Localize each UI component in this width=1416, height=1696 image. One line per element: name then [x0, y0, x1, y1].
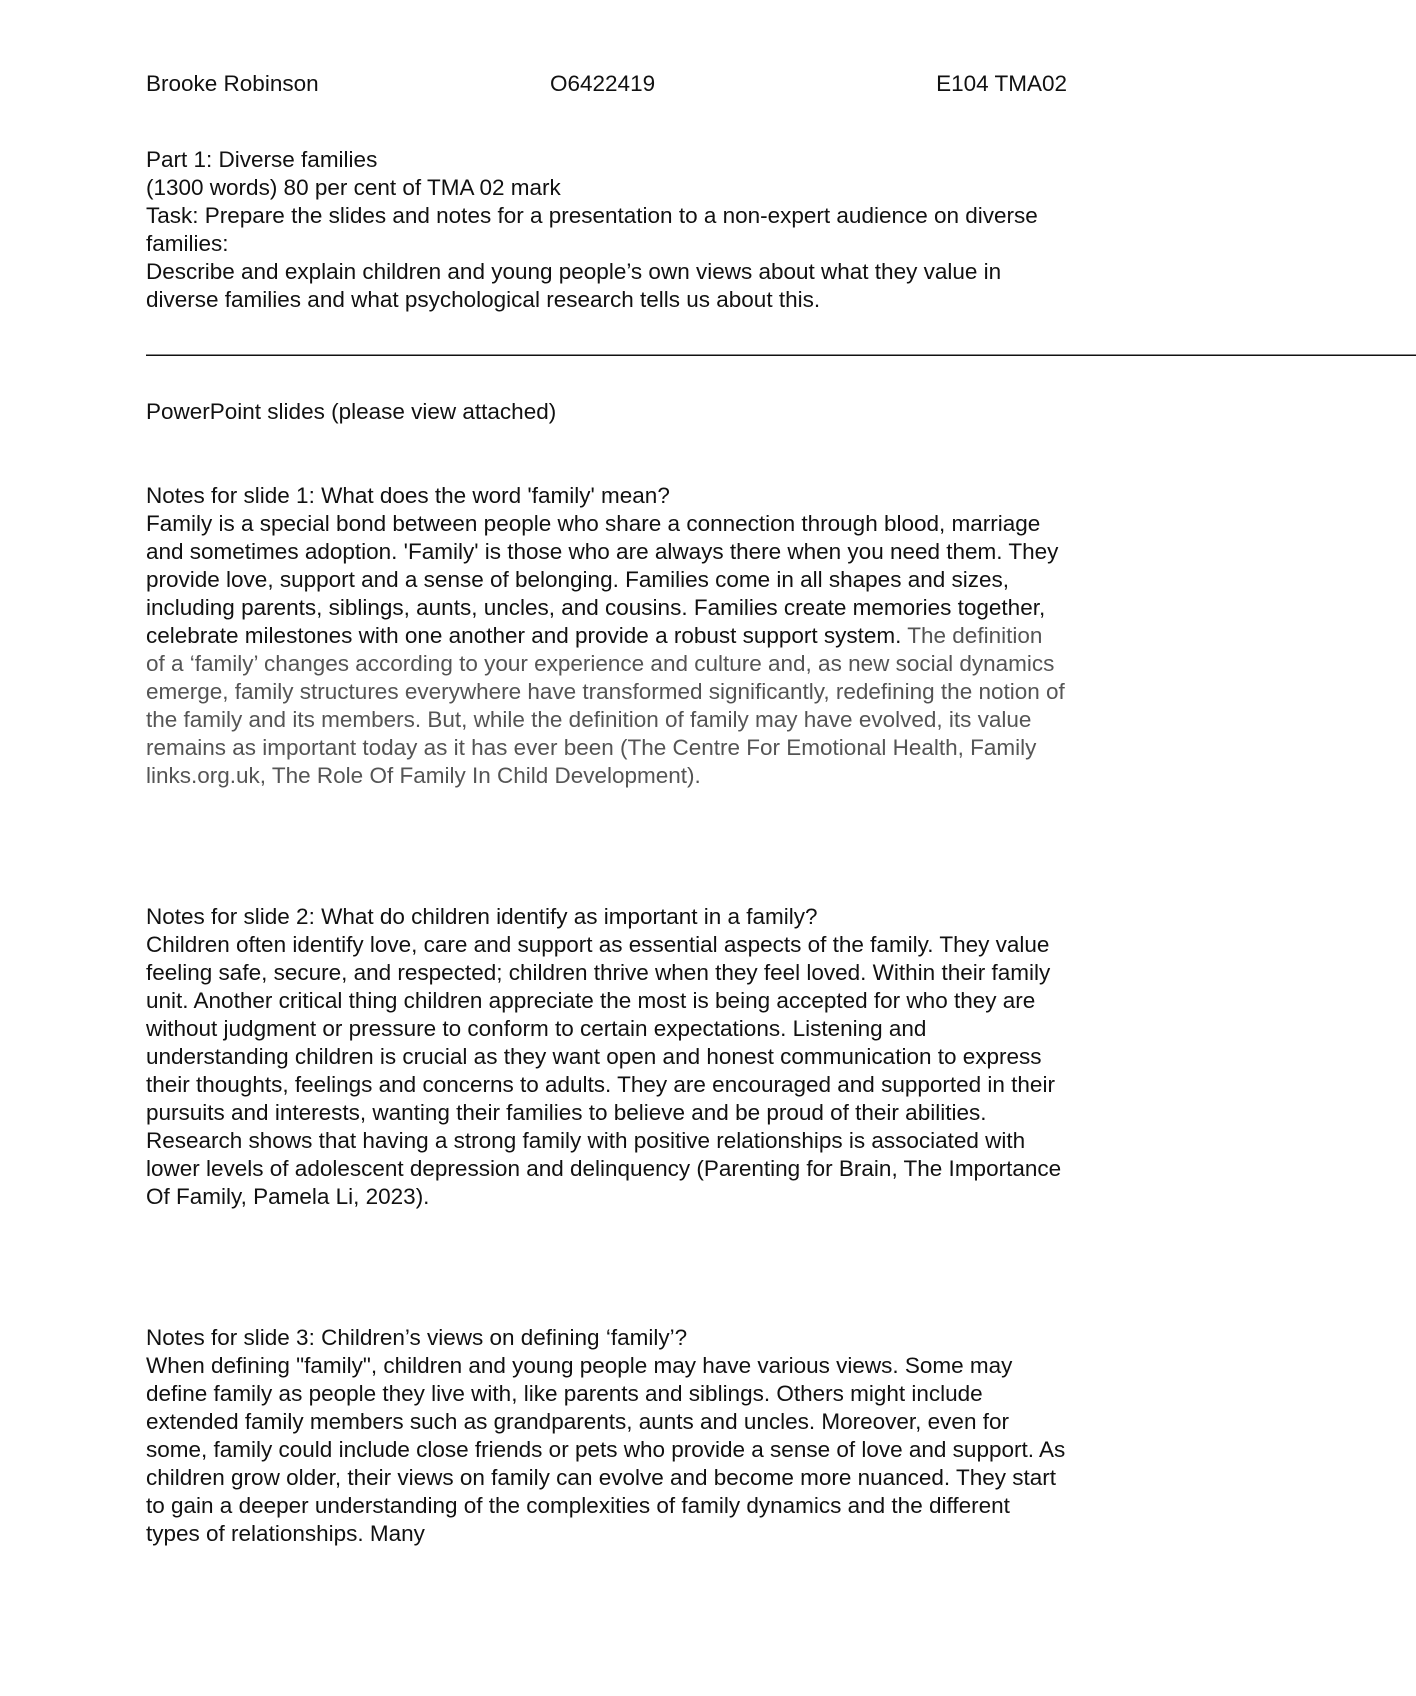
part-title: Part 1: Diverse families — [146, 147, 378, 172]
slide-3-body: When defining "family", children and young people may have various views. Some may define family as people they live with, like parents and siblings. Others might include extended family members such as grandparents, aunts and uncles. Moreover, even for some, family could include close friends or pets who provide a sense of love and support. As children grow older, their views on family can evolve and become more nuanced. They start to gain a deeper understanding of the complexities of family dynamics and the different types of relationships. Many — [146, 1353, 1066, 1546]
divider-rule: —————————————————————————————————————————————————————————— — [146, 341, 1416, 366]
student-id: O6422419 — [550, 71, 656, 96]
slide-3-heading: Notes for slide 3: Children’s views on defining ‘family’? — [146, 1325, 688, 1350]
slide-2-notes — [146, 903, 1067, 1211]
slide-1-body-muted-text: The definition of a ‘family’ changes according to your experience and culture and, as new social dynamics emerge, family structures everywhere have transformed significantly, redefining the notion of the family and its members. But, while the definition of family may have evolved, its value remains as important today as it has ever been (The Centre For Emotional Health, Family links.org.uk, The Role Of Family In Child Development). — [146, 623, 1065, 788]
word-count: (1300 words) 80 per cent of TMA 02 mark — [146, 175, 561, 200]
page-header — [146, 70, 1067, 100]
powerpoint-note: PowerPoint slides (please view attached) — [146, 399, 557, 424]
slide-1-notes — [146, 482, 1067, 790]
slide-1-body — [146, 510, 1067, 790]
slide-3-notes — [146, 1324, 1067, 1548]
slide-2-heading: Notes for slide 2: What do children identify as important in a family? — [146, 904, 818, 929]
slide-1-body-text: Family is a special bond between people who share a connection through blood, marriage and sometimes adoption. 'Family' is those who are always there when you need them. They provide love, support and a sense of belonging. Families come in all shapes and sizes, including parents, siblings, aunts, uncles, and cousins. Families create memories together, celebrate milestones with one another and provide a robust support system. — [146, 511, 1059, 648]
task-section — [146, 146, 1067, 314]
slide-1-heading: Notes for slide 1: What does the word 'family' mean? — [146, 483, 670, 508]
course-code: E104 TMA02 — [936, 71, 1067, 96]
task-description: Describe and explain children and young people’s own views about what they value in diverse families and what psychological research tells us about this. — [146, 259, 1002, 312]
student-name: Brooke Robinson — [146, 71, 319, 96]
task-line: Task: Prepare the slides and notes for a presentation to a non-expert audience on diverse families: — [146, 203, 1038, 256]
slide-2-body: Children often identify love, care and support as essential aspects of the family. They value feeling safe, secure, and respected; children thrive when they feel loved. Within their family unit. Another critical thing children appreciate the most is being accepted for who they are without judgment or pressure to conform to certain expectations. Listening and understanding children is crucial as they want open and honest communication to express their thoughts, feelings and concerns to adults. They are encouraged and supported in their pursuits and interests, wanting their families to believe and be proud of their abilities. Research shows that having a strong family with positive relationships is associated with lower levels of adolescent depression and delinquency (Parenting for Brain, The Importance Of Family, Pamela Li, 2023). — [146, 932, 1062, 1209]
